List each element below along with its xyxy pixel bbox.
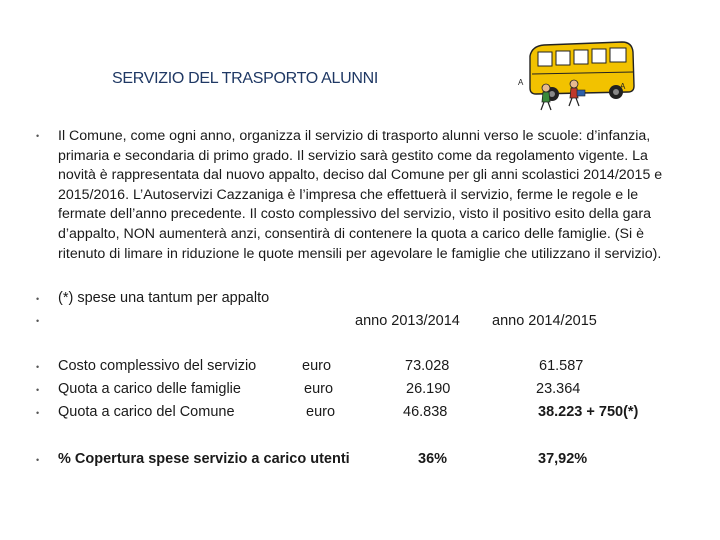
bullet-marker: •: [36, 385, 40, 395]
row-value-2013: 46.838: [403, 404, 448, 420]
row-value-2014: 23.364: [536, 381, 581, 397]
row-unit: euro: [304, 381, 334, 397]
row-value-2013: 73.028: [405, 358, 450, 374]
school-bus-icon: [510, 34, 640, 114]
row-value-2013: 26.190: [406, 381, 451, 397]
intro-paragraph: Il Comune, come ogni anno, organizza il servizio di trasporto alunni verso le scuole: d’infanzia, primaria e secondaria di primo grado. Il servizio sarà gestito come da regolamento vigente. La novità è rappresentata dal nuovo appalto, deciso dal Comune per gli anni scolastici 2014/2015 e 2015/2016. L’Autoservizi Cazzaniga è l’impresa che effettuerà il servizio, ferme le regole e le fermate dell’anno precedente. Il costo complessivo del servizio, visto il positivo esito della gara d’appalto, NON aumenterà anzi, consentirà di contenere la quota a carico delle famiglie. (Si è ritenuto di limare in riduzione le quote mensili per agevolare le famiglie che utilizzano il servizio).: [58, 128, 663, 262]
row-value-2014: 61.587: [539, 358, 584, 374]
row-value-2014: 38.223 + 750(*): [538, 404, 639, 420]
bullet-marker: •: [36, 362, 40, 372]
page-title: SERVIZIO DEL TRASPORTO ALUNNI: [112, 70, 379, 87]
bullet-marker: •: [36, 294, 40, 304]
bus-letter-left: A: [518, 78, 524, 87]
row-unit: euro: [306, 404, 336, 420]
appalto-note: (*) spese una tantum per appalto: [58, 290, 270, 306]
bullet-marker: •: [36, 408, 40, 418]
bullet-marker: •: [36, 316, 40, 326]
bus-letter-right: A: [620, 82, 626, 91]
bullet-marker: •: [36, 455, 40, 465]
header-year-2013: anno 2013/2014: [355, 313, 460, 329]
coverage-label: % Copertura spese servizio a carico utenti: [58, 451, 350, 467]
header-year-2014: anno 2014/2015: [492, 313, 597, 329]
coverage-value-2013: 36%: [418, 451, 448, 467]
row-unit: euro: [302, 358, 332, 374]
bullet-marker: •: [36, 131, 40, 141]
top-bar: [0, 0, 720, 26]
coverage-value-2014: 37,92%: [538, 451, 588, 467]
row-label: Quota a carico delle famiglie: [58, 381, 241, 397]
row-label: Costo complessivo del servizio: [58, 358, 257, 374]
row-label: Quota a carico del Comune: [58, 404, 235, 420]
